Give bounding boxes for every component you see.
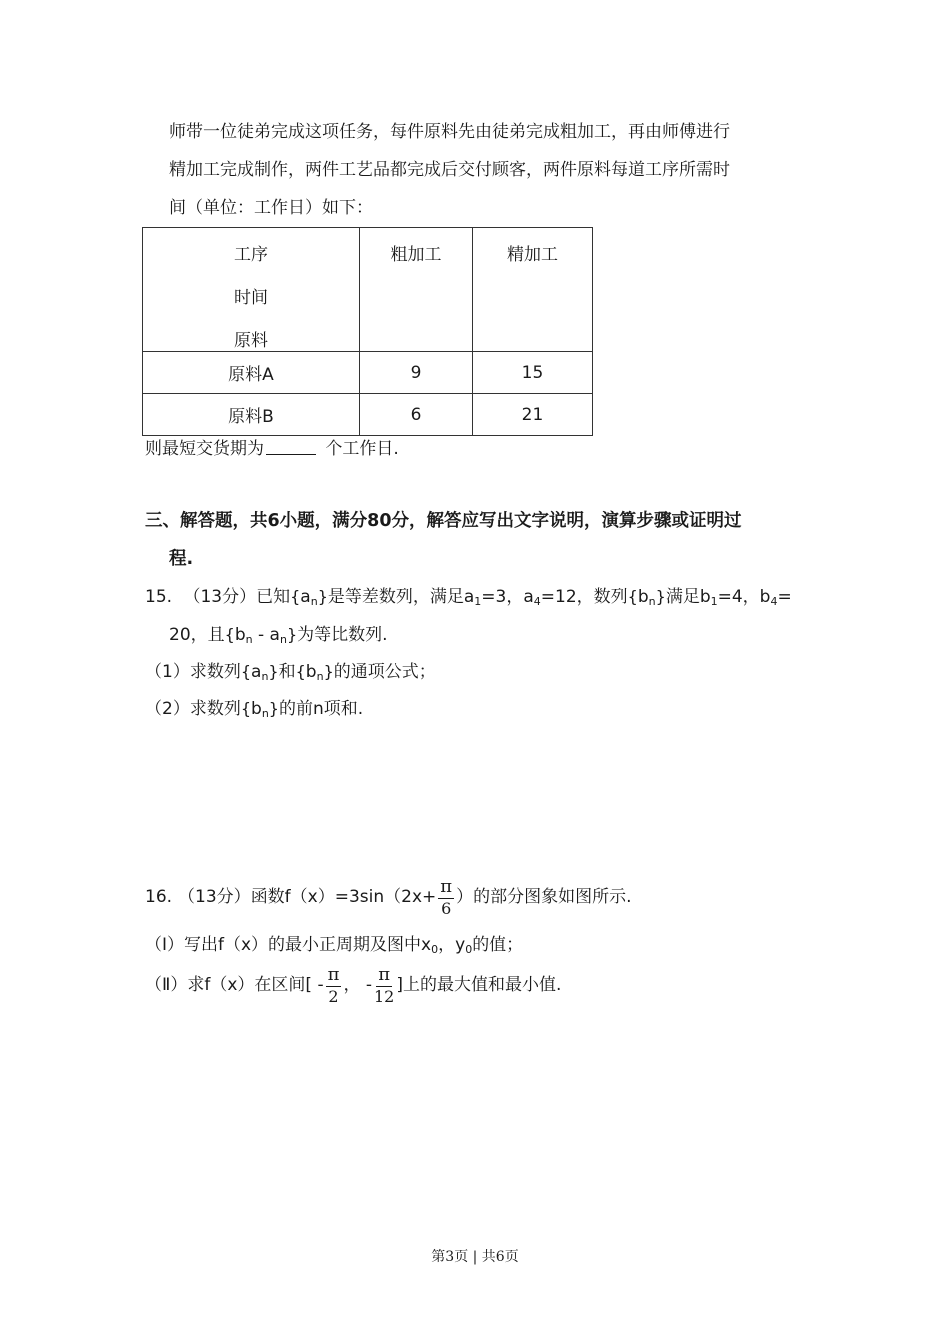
q15-sub: n — [261, 670, 269, 683]
q15-text: （2）求数列 — [145, 699, 241, 719]
q16-text: （Ⅱ）求f（x）在区间[ - — [145, 975, 324, 995]
q15-text: - a — [252, 625, 280, 645]
q15-text: =12，数列 — [540, 587, 628, 607]
q15-text: 和 — [278, 662, 296, 682]
q16-text: ，y — [438, 935, 466, 955]
header-label-time: 时间 — [234, 288, 268, 308]
q15-sub: n — [316, 670, 324, 683]
header-label-process: 工序 — [234, 245, 268, 265]
q16-text: ]上的最大值和最小值. — [396, 975, 562, 995]
q15-sub: 4 — [770, 595, 778, 608]
pi-over-12-fraction: $\frac{\pi}{12}$ — [373, 964, 395, 1006]
q15-var: a — [251, 662, 262, 682]
intro-line-3: 间（单位：工作日）如下： — [169, 198, 373, 218]
q15-var: a — [300, 587, 311, 607]
q16-sub: 0 — [431, 943, 439, 956]
intro-line-1: 师带一位徒弟完成这项任务，每件原料先由徒弟完成粗加工，再由师傅进行 — [169, 122, 730, 142]
q15-sub: n — [261, 707, 269, 720]
section-3-heading-line-1: 三、解答题，共6小题，满分80分，解答应写出文字说明，演算步骤或证明过 — [145, 511, 742, 531]
q15-text: 满足b — [665, 587, 711, 607]
fine-time-cell: 15 — [473, 352, 593, 394]
q15-sub: n — [310, 595, 318, 608]
q16-line-1 — [145, 878, 632, 917]
q15-text: 已知 — [256, 587, 291, 607]
pi-over-6-fraction: $\frac{\pi}{6}$ — [440, 876, 453, 918]
q15-text: 的通项公式； — [333, 662, 436, 682]
q16-part-1 — [145, 937, 523, 954]
q15-text: 20，且 — [169, 625, 225, 645]
q15-text: =4，b — [717, 587, 771, 607]
page-footer: 第3页 | 共6页 — [431, 1249, 519, 1265]
q15-text: 是等差数列，满足a — [327, 587, 475, 607]
process-time-table — [142, 227, 593, 436]
q15-text: = — [777, 587, 792, 607]
q15-score: （13分） — [183, 587, 257, 607]
q15-part-1: （1）求数列$\{a_n\}$和$\{b_n\}$的通项公式； — [145, 662, 436, 683]
q16-part-2 — [145, 966, 561, 1005]
table-header-row — [143, 228, 593, 352]
answer-suffix: 个工作日. — [320, 439, 399, 459]
header-label-material: 原料 — [234, 331, 268, 351]
table-row — [143, 352, 593, 394]
q15-part-2: （2）求数列$\{b_n\}$的前n项和. — [145, 699, 364, 720]
q16-sub: 0 — [465, 943, 473, 956]
q15-var: b — [234, 625, 246, 645]
q16-text: ， - — [343, 975, 372, 995]
q15-var: b — [251, 699, 262, 719]
q15-var: b — [637, 587, 649, 607]
rough-time-cell: 6 — [360, 394, 473, 436]
q16-number: 16. — [145, 887, 173, 907]
q15-number: 15. — [145, 587, 173, 607]
q15-line-1: 15. （13分）已知$\{a_n\}$是等差数列，满足$a_1=3$，$a_4=12$，数列$\{b_n\}$满足$b_1=4$，$b_4=$ — [145, 587, 792, 608]
diagonal-header-cell — [143, 228, 360, 352]
q15-text: （1）求数列 — [145, 662, 241, 682]
answer-blank — [266, 440, 316, 455]
q15-var: b — [305, 662, 317, 682]
q15-text: =3，a — [481, 587, 534, 607]
q16-text: 函数f（x）=3sin（2x+ — [250, 887, 437, 907]
q15-line-2: 20，且$\{b_n - a_n\}$为等比数列. — [169, 625, 388, 646]
material-cell: 原料B — [143, 394, 360, 436]
q16-text: ）的部分图象如图所示. — [456, 887, 632, 907]
q15-sub: 4 — [533, 595, 541, 608]
q16-text: （Ⅰ）写出f（x）的最小正周期及图中x — [145, 935, 432, 955]
q15-sub: 1 — [474, 595, 482, 608]
pi-over-2-fraction: $\frac{\pi}{2}$ — [327, 964, 340, 1006]
q16-score: （13分） — [178, 887, 251, 907]
material-cell: 原料A — [143, 352, 360, 394]
fine-time-cell: 21 — [473, 394, 593, 436]
q15-text: 的前n项和. — [278, 699, 364, 719]
intro-line-2: 精加工完成制作，两件工艺品都完成后交付顾客，两件原料每道工序所需时 — [169, 160, 730, 180]
section-3-heading-line-2: 程. — [169, 549, 194, 569]
q16-text: 的值； — [472, 935, 524, 955]
q15-text: 为等比数列. — [297, 625, 388, 645]
table-row — [143, 394, 593, 436]
q15-sub: n — [648, 595, 656, 608]
q15-sub: 1 — [710, 595, 718, 608]
q15-sub: n — [279, 633, 287, 646]
q15-sub: n — [245, 633, 253, 646]
answer-prefix: 则最短交货期为 — [145, 439, 264, 459]
header-rough-processing: 粗加工 — [360, 228, 473, 352]
answer-line — [145, 440, 399, 458]
rough-time-cell: 9 — [360, 352, 473, 394]
header-fine-processing: 精加工 — [473, 228, 593, 352]
